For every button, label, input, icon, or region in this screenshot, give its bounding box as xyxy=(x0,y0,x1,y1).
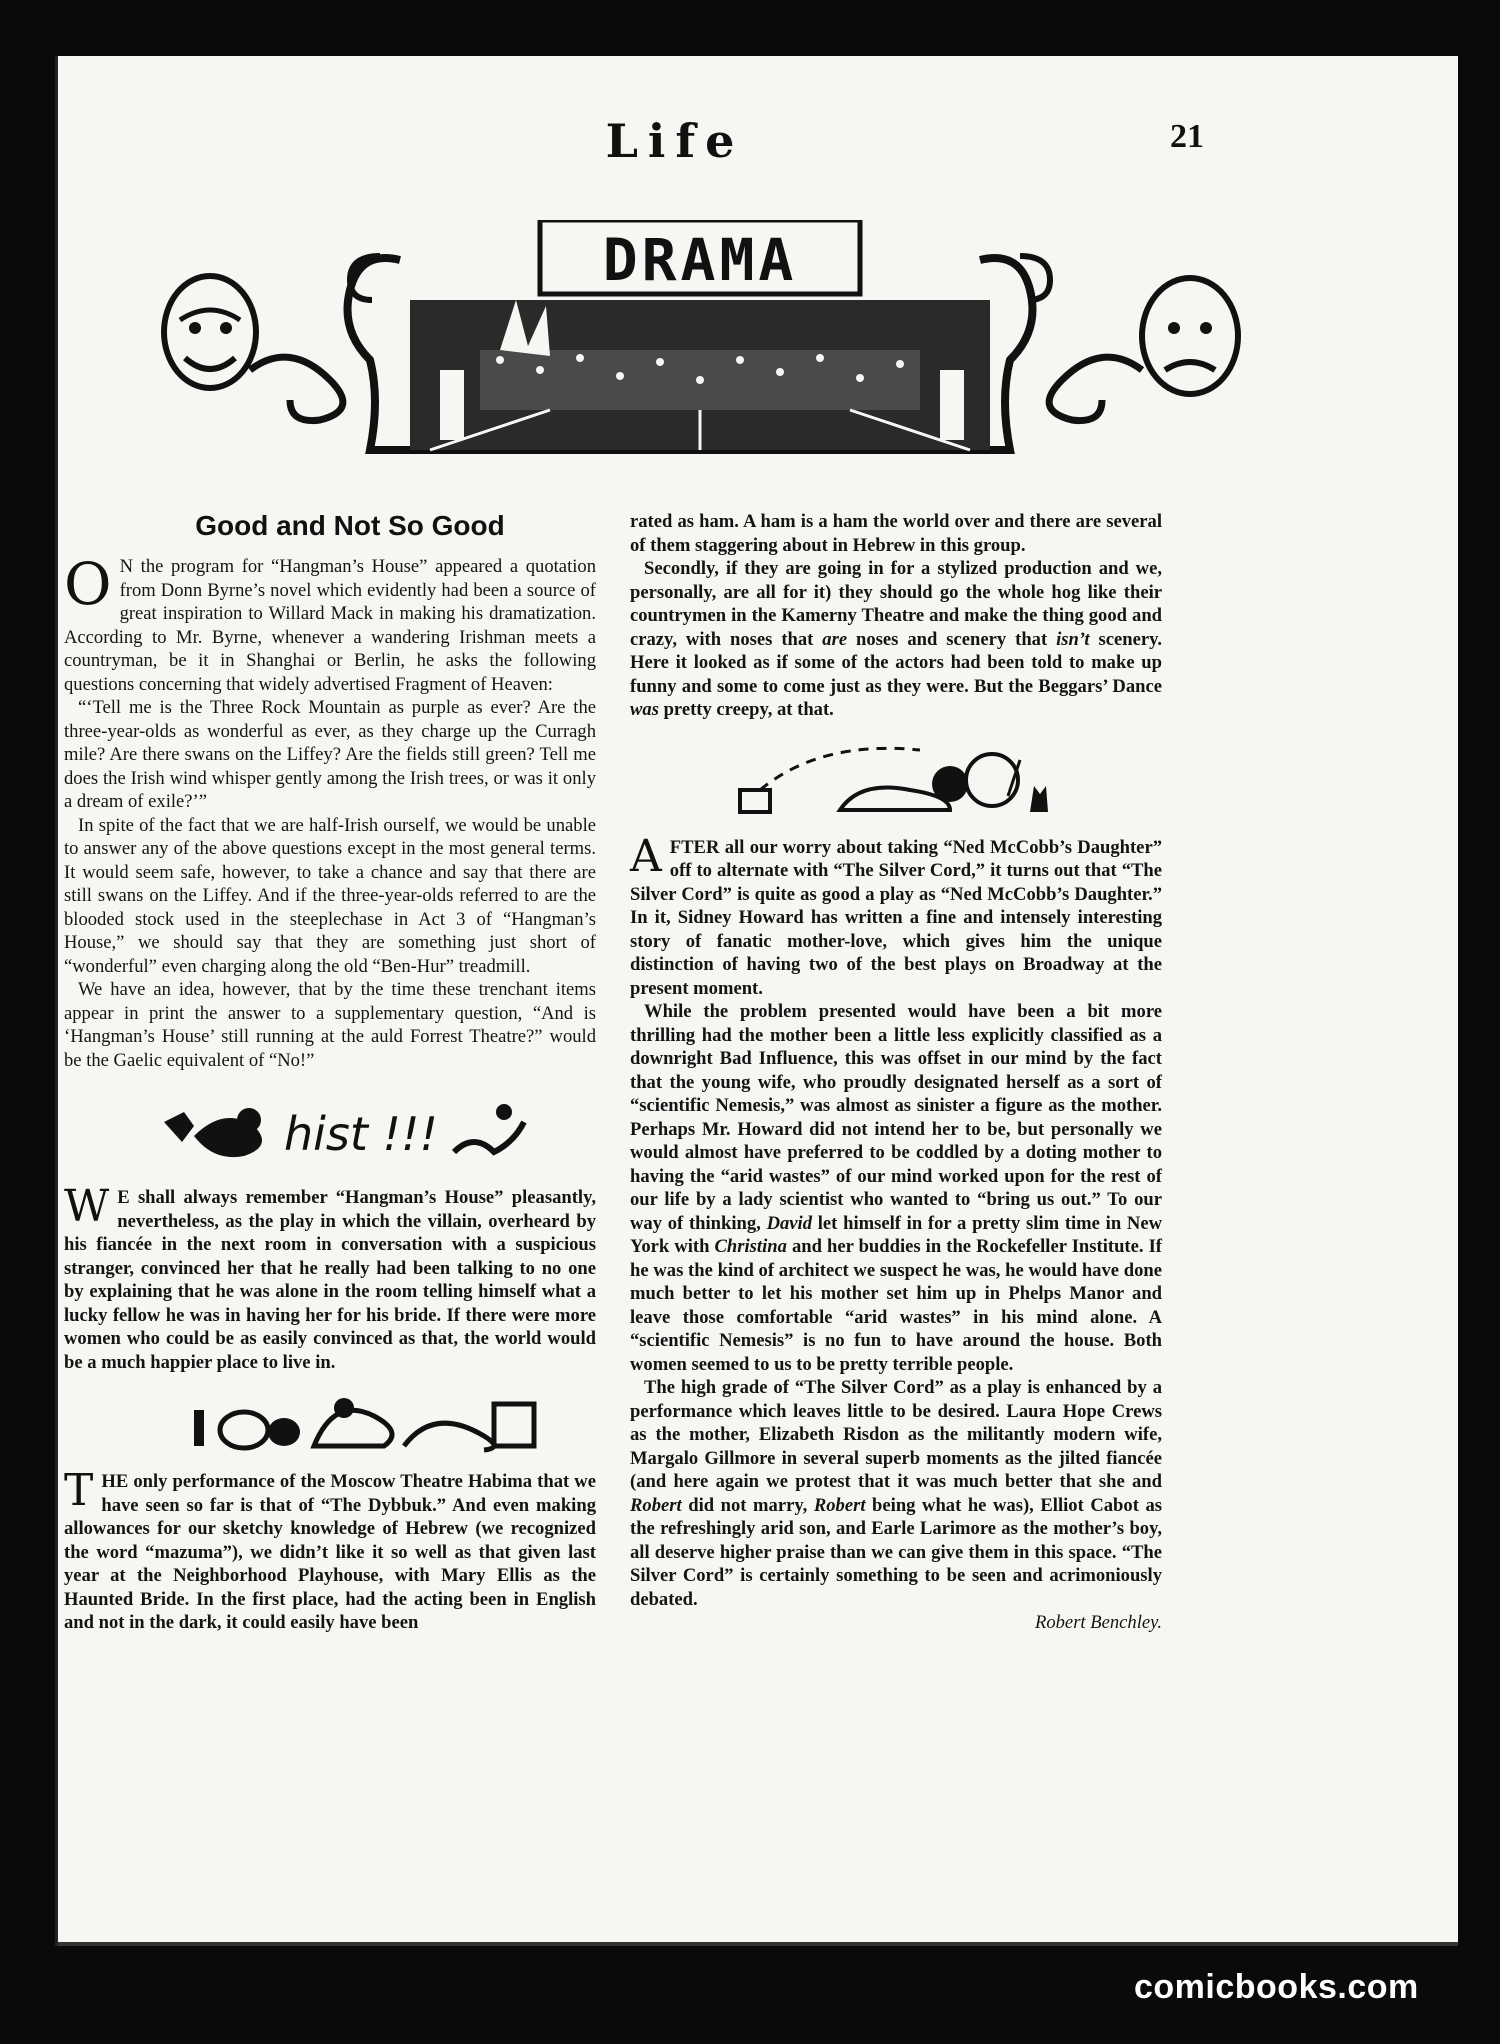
cat-and-ball-cartoon-illustration xyxy=(730,740,1070,818)
article-headline: Good and Not So Good xyxy=(195,510,505,541)
paragraph xyxy=(64,1181,596,1374)
paragraph xyxy=(64,1465,596,1635)
italic-run: David xyxy=(766,1212,813,1234)
drop-cap: W xyxy=(64,1181,110,1232)
italic-run: are xyxy=(822,628,848,650)
paragraph xyxy=(64,550,596,696)
paragraph xyxy=(630,557,1162,722)
paragraph-text: FTER all our worry about taking “Ned McCobb’s Daughter” off to alternate with “The Silver Cord,” it turns out that “The Silver Cord” is quite as good a play as “Ned McCobb’s Daughter.” In it, Sidney Howard has written a fine and intensely interesting story of fanatic mother-love, which gives him the unique distinction of having two of the best plays on Broadway at the present moment. xyxy=(630,836,1162,999)
masthead: Life xyxy=(605,114,745,168)
paragraph-text: N the program for “Hangman’s House” appeared a quotation from Donn Byrne’s novel which evidently had been a source of great inspiration to Willard Mack in making his dramatization. According to Mr. Byrne, whenever a wandering Irishman meets a countryman, be it in Shanghai or Berlin, he asks the following questions concerning that widely advertised Fragment of Heaven: xyxy=(64,556,596,695)
paragraph: rated as ham. A ham is a ham the world over and there are several of them staggering about in Hebrew in this group. xyxy=(630,511,1162,556)
author-signature: Robert Benchley. xyxy=(1034,1612,1162,1633)
paragraph: “‘Tell me is the Three Rock Mountain as purple as ever? Are the three-year-olds as wonderful as ever, as they charge up the Curragh mile? Are there swans on the Liffey? Are the fields still green? Tell me does the Irish wind whisper gently among the Irish trees, or was it only a dream of exile?’” xyxy=(64,697,596,812)
text-run: did not marry, xyxy=(681,1494,814,1516)
text-run: scenery. Here it looked as if some of the actors had been told to make up funny and some to come just as they were. But the Beggars’ Dance xyxy=(630,628,1162,697)
drop-cap: A xyxy=(630,830,662,882)
text-run: Secondly, if they are going in for a stylized production and we, personally, are all for it) they should go the whole hog like their countrymen in the Kamerny Theatre and make the thing good and crazy, with noses that xyxy=(630,558,1162,650)
italic-run: isn’t xyxy=(1056,628,1090,650)
paragraph xyxy=(630,830,1162,1001)
hist-cartoon-illustration xyxy=(154,1092,534,1172)
italic-run: Christina xyxy=(714,1236,787,1257)
italic-run: was xyxy=(630,699,659,720)
drama-banner-illustration xyxy=(140,220,1260,470)
text-run: being what he was), Elliot Cabot as the refreshingly arid son, and Earle Larimore as the mother’s boy, all deserve higher praise than we can give them in this space. “The Silver Cord” is certainly something to be seen and acrimoniously debated. xyxy=(630,1494,1162,1610)
text-run: The high grade of “The Silver Cord” as a play is enhanced by a performance which leaves little to be desired. Laura Hope Crews as the mother, Elizabeth Risdon as the militantly modern wife, Margalo Gillmore in several superb moments as the jilted fiancée (and here again we protest that it was much better that she and xyxy=(630,1377,1162,1492)
tragedy-mask-right-icon xyxy=(1049,278,1238,421)
text-run: While the problem presented would have been a bit more thrilling had the mother been a little less explicitly classified as a downright Bad Influence, this was offset in our mind by the fact that the young wife, who proudly designated herself as a sort of “scientific Nemesis,” was almost as sinister a figure as the mother. Perhaps Mr. Howard did not intend her to be, but personally we would almost have preferred to be coddled by a doting mother to having the “arid wastes” of our mind worked upon for the rest of our life by a lady scientist who wanted to “bring us out.” To our way of thinking, xyxy=(630,1001,1162,1234)
page-edge xyxy=(58,1942,1458,1946)
drop-cap: O xyxy=(64,550,112,618)
drop-cap: T xyxy=(64,1465,94,1516)
page-number: 21 xyxy=(1170,118,1204,155)
text-run: let himself in for a pretty slim time in New York with xyxy=(630,1212,1163,1257)
italic-run: Robert xyxy=(813,1494,866,1516)
paragraph-text: E shall always remember “Hangman’s House” pleasantly, nevertheless, as the play in which the villain, overheard by his fiancée in the next room in conversation with a suspicious stranger, convinced her that he really had been talking to no one by explaining that he was alone in the room telling himself what a lucky fellow he was in having her for his bride. If there were more women who could be as easily convinced as that, the world would be a much happier place to live in. xyxy=(64,1187,596,1373)
right-column xyxy=(630,510,1162,1635)
text-run: and her buddies in the Rockefeller Institute. If he was the kind of architect we suspect he was, he would have done much better to let his mother set him up in Phelps Manor and leave those comfortable “arid wastes” in his mind alone. A “scientific Nemesis” is no fun to have around the house. Both women seemed to us to be pretty terrible people. xyxy=(630,1236,1162,1375)
watermark: comicbooks.com xyxy=(1134,1968,1419,2006)
paragraph: In spite of the fact that we are half-Irish ourself, we would be unable to answer any of the above questions except in the most general terms. It would seem safe, however, to take a chance and say that there are still swans on the Liffey. And if the three-year-olds referred to are the blooded stock used in the steeplechase in Act 3 of “Hangman’s House,” we should say that they are something just short of “wonderful” even charging along the old “Ben-Hur” treadmill. xyxy=(64,814,596,977)
italic-run: Robert xyxy=(630,1494,682,1516)
picnic-cartoon-illustration xyxy=(184,1390,544,1454)
text-run: noses and scenery that xyxy=(847,628,1057,650)
paragraph xyxy=(630,1376,1162,1611)
text-run: pretty creepy, at that. xyxy=(658,699,834,720)
paragraph xyxy=(630,1000,1162,1376)
paragraph: We have an idea, however, that by the time these trenchant items appear in print the answer to a supplementary question, “And is ‘Hangman’s House’ still running at the auld Forrest Theatre?” would be the Gaelic equivalent of “No!” xyxy=(64,979,596,1071)
paragraph-text: HE only performance of the Moscow Theatre Habima that we have seen so far is that of “The Dybbuk.” And even making allowances for our sketchy knowledge of Hebrew (we recognized the word “mazuma”), we didn’t like it so well as that given last year at the Neighborhood Playhouse, with Mary Ellis as the Haunted Bride. In the first place, had the acting been in English and not in the dark, it could easily have been xyxy=(64,1471,596,1633)
drama-title: DRAMA xyxy=(602,226,798,294)
hist-caption: hist !!! xyxy=(284,1107,438,1161)
left-column xyxy=(64,505,596,1635)
comedy-mask-left-icon xyxy=(164,276,343,421)
